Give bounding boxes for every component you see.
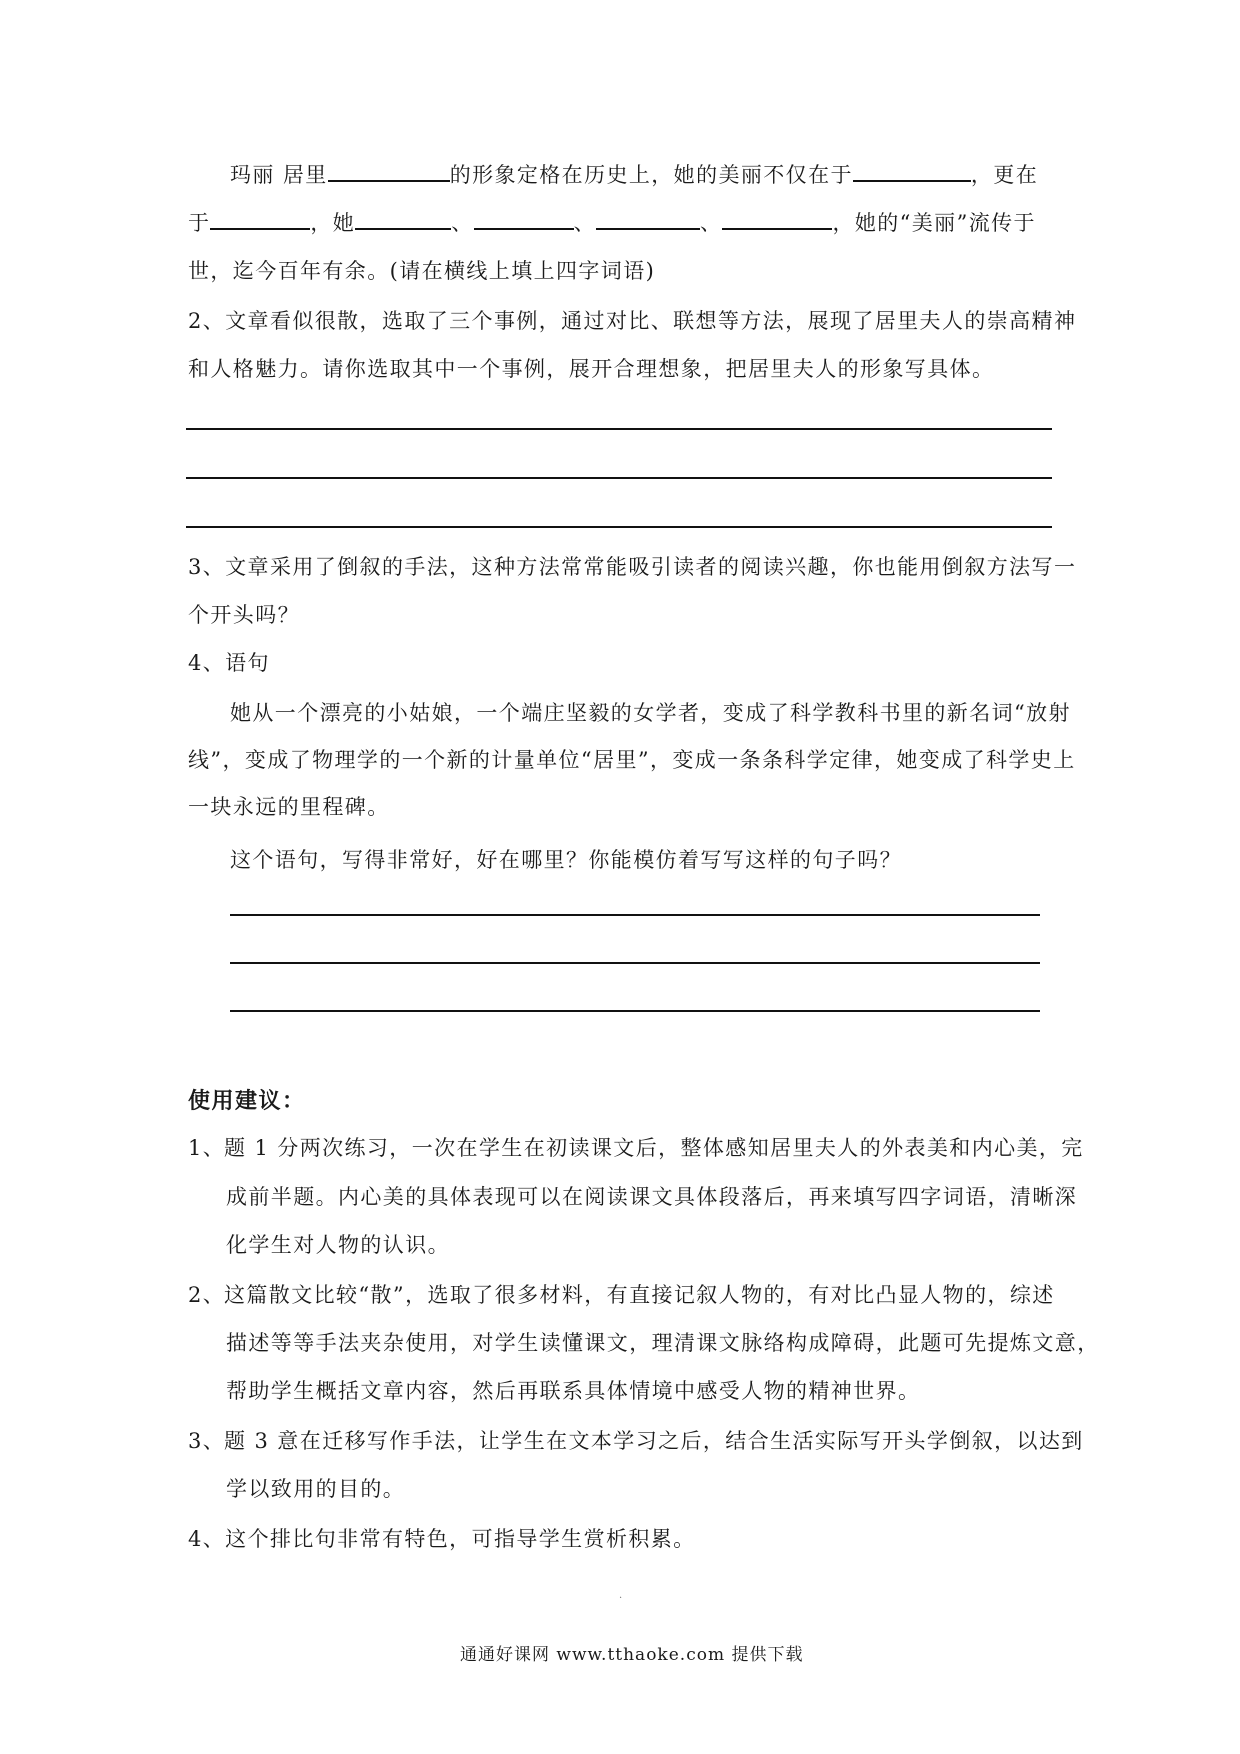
q1-sep-1: 、 xyxy=(451,211,474,235)
q2-answer-line-2[interactable] xyxy=(186,477,1052,479)
q1-line3: 世，迄今百年有余。(请在横线上填上四字词语) xyxy=(188,259,656,283)
page-mark: . xyxy=(619,1590,623,1601)
q2-answer-line-3[interactable] xyxy=(186,526,1052,528)
q1-sep-2: 、 xyxy=(573,211,597,235)
q1-text-ta: ，她 xyxy=(310,211,356,235)
suggestion-1-line3: 化学生对人物的认识。 xyxy=(226,1233,450,1257)
q4-answer-line-1[interactable] xyxy=(230,914,1040,916)
q1-text-end: ，更在 xyxy=(970,163,1039,187)
suggestion-1-text: 题 1 分两次练习，一次在学生在初读课文后，整体感知居里夫人的外表美和内心美，完 xyxy=(224,1136,1084,1160)
suggestion-1-line2: 成前半题。内心美的具体表现可以在阅读课文具体段落后，再来填写四字词语，清晰深 xyxy=(226,1185,1078,1209)
q1-blank-3[interactable] xyxy=(210,206,310,230)
suggestion-1-line1 xyxy=(188,1133,1084,1163)
q1-text-name: 玛丽 居里 xyxy=(230,163,328,187)
footer-text[interactable]: 通通好课网 www.tthaoke.com 提供下载 xyxy=(460,1645,804,1665)
q1-text-end2: ，她的“美丽”流传于 xyxy=(832,211,1036,235)
suggestion-2-text: 这篇散文比较“散”，选取了很多材料，有直接记叙人物的，有对比凸显人物的，综述 xyxy=(224,1283,1055,1307)
suggestion-2-line1 xyxy=(188,1280,1055,1310)
q1-blank-7[interactable] xyxy=(722,206,832,230)
q4-answer-line-2[interactable] xyxy=(230,962,1040,964)
q4-quote-line3: 一块永远的里程碑。 xyxy=(188,795,390,819)
suggestion-3-text: 题 3 意在迁移写作手法，让学生在文本学习之后，结合生活实际写开头学倒叙，以达到 xyxy=(224,1429,1084,1453)
q4-quote-line2: 线”，变成了物理学的一个新的计量单位“居里”，变成一条条科学定律，她变成了科学史上 xyxy=(188,748,1076,772)
q1-blank-1[interactable] xyxy=(328,158,450,182)
q1-blank-6[interactable] xyxy=(596,206,700,230)
q2-line2: 和人格魅力。请你选取其中一个事例，展开合理想象，把居里夫人的形象写具体。 xyxy=(188,357,995,381)
q4-quote-line1: 她从一个漂亮的小姑娘，一个端庄坚毅的女学者，变成了科学教科书里的新名词“放射 xyxy=(230,701,1071,725)
q1-blank-4[interactable] xyxy=(355,206,451,230)
q2-line1: 2、文章看似很散，选取了三个事例，通过对比、联想等方法，展现了居里夫人的崇高精神 xyxy=(188,309,1077,333)
q1-text-yu: 于 xyxy=(188,211,211,235)
suggestion-3-line1 xyxy=(188,1426,1084,1456)
q1-text-mid: 的形象定格在历史上，她的美丽不仅在于 xyxy=(449,163,853,187)
q1-line2 xyxy=(188,206,1036,238)
suggestion-4-number: 4、 xyxy=(188,1527,226,1551)
q1-sep-3: 、 xyxy=(700,211,723,235)
q1-blank-5[interactable] xyxy=(474,206,574,230)
suggestion-3-number: 3、 xyxy=(188,1429,226,1453)
q4-title: 4、语句 xyxy=(188,651,270,675)
suggestion-2-line2: 描述等等手法夹杂使用，对学生读懂课文，理清课文脉络构成障碍，此题可先提炼文意， xyxy=(226,1331,1100,1355)
q3-line2: 个开头吗？ xyxy=(188,603,300,627)
q1-blank-2[interactable] xyxy=(853,158,971,182)
q4-prompt: 这个语句，写得非常好，好在哪里？你能模仿着写写这样的句子吗？ xyxy=(230,848,902,872)
suggestion-4-text: 这个排比句非常有特色，可指导学生赏析积累。 xyxy=(225,1527,696,1551)
suggestion-3-line2: 学以致用的目的。 xyxy=(226,1477,406,1501)
suggestion-2-line3: 帮助学生概括文章内容，然后再联系具体情境中感受人物的精神世界。 xyxy=(226,1379,921,1403)
suggestions-heading: 使用建议： xyxy=(188,1089,306,1114)
q3-line1: 3、文章采用了倒叙的手法，这种方法常常能吸引读者的阅读兴趣，你也能用倒叙方法写一 xyxy=(188,555,1077,579)
suggestion-4-line1 xyxy=(188,1524,696,1554)
q2-answer-line-1[interactable] xyxy=(186,428,1052,430)
suggestion-1-number: 1、 xyxy=(188,1136,226,1160)
suggestion-2-number: 2、 xyxy=(188,1283,226,1307)
q4-answer-line-3[interactable] xyxy=(230,1010,1040,1012)
q1-line1 xyxy=(230,158,1038,190)
